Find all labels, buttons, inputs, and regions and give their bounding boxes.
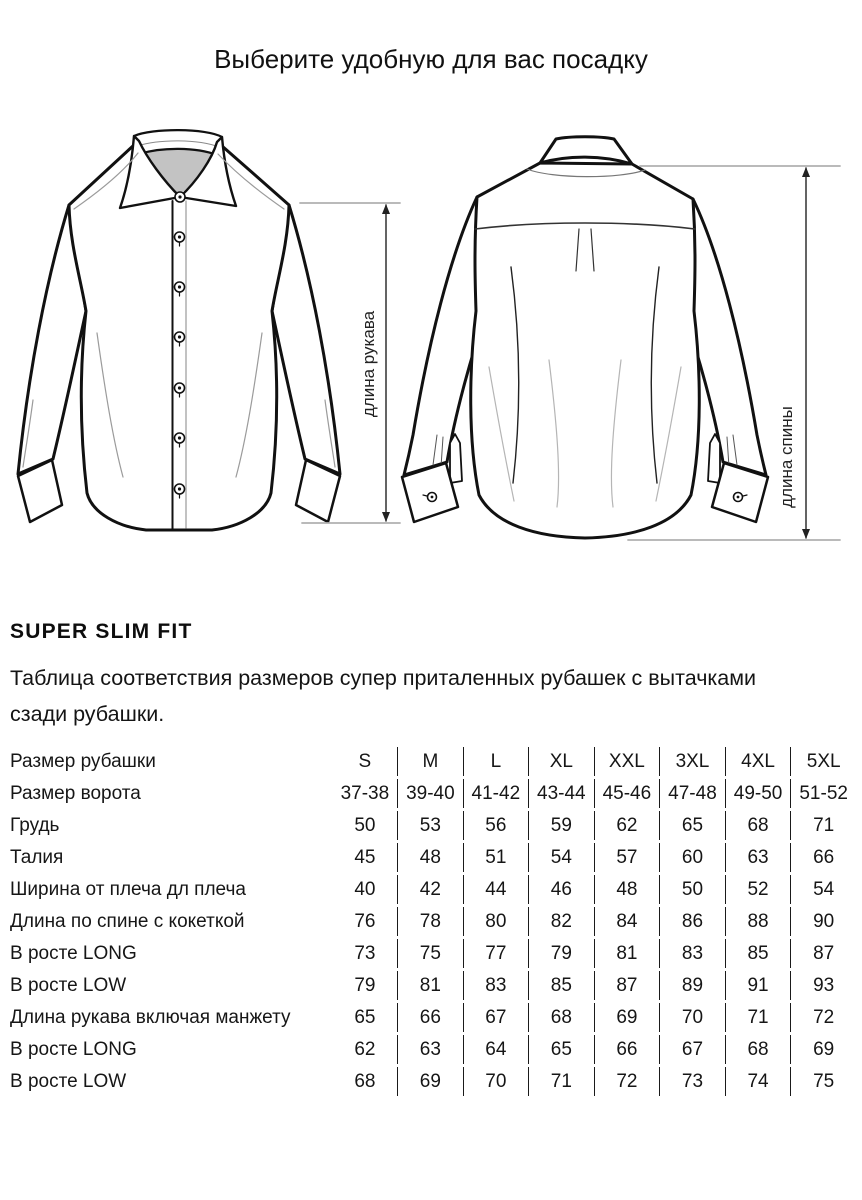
size-value-cell: 70	[659, 1003, 725, 1032]
size-value-cell: 75	[397, 939, 462, 968]
row-label: В росте LOW	[10, 1070, 127, 1092]
row-label: Ширина от плеча дл плеча	[10, 878, 246, 900]
size-table-body	[10, 747, 856, 1096]
row-label: Талия	[10, 846, 64, 868]
size-value-cell: 48	[397, 843, 462, 872]
size-value-cell: 89	[659, 971, 725, 1000]
size-value-cell: 67	[659, 1035, 725, 1064]
fit-description-line-1: Таблица соответствия размеров супер приталенных рубашек с вытачками	[10, 666, 757, 690]
size-value-cell: 49-50	[725, 779, 791, 808]
page-title: Выберите удобную для вас посадку	[214, 44, 648, 74]
size-value-cell: 52	[725, 875, 791, 904]
size-value-cell: 93	[790, 971, 856, 1000]
size-value-cell: 63	[725, 843, 791, 872]
size-value-cell: 41-42	[463, 779, 528, 808]
size-value-cell: 46	[528, 875, 593, 904]
size-value-cell: 4XL	[725, 747, 791, 776]
table-row	[10, 811, 856, 840]
size-value-cell: 87	[594, 971, 660, 1000]
table-row	[10, 1035, 856, 1064]
size-value-cell: 53	[397, 811, 462, 840]
size-value-cell: 44	[463, 875, 528, 904]
size-value-cell: 51-52	[790, 779, 856, 808]
size-value-cell: 64	[463, 1035, 528, 1064]
table-row	[10, 875, 856, 904]
size-value-cell: 71	[790, 811, 856, 840]
table-row	[10, 779, 856, 808]
size-value-cell: 83	[463, 971, 528, 1000]
size-value-cell: 68	[354, 1070, 376, 1092]
row-label: Размер рубашки	[10, 750, 156, 772]
table-row	[10, 1003, 856, 1032]
size-value-cell: 43-44	[528, 779, 593, 808]
row-label: Размер ворота	[10, 782, 141, 804]
size-value-cell: 56	[463, 811, 528, 840]
size-value-cell: 88	[725, 907, 791, 936]
row-label: Длина по спине с кокеткой	[10, 910, 245, 932]
size-value-cell: 71	[528, 1067, 593, 1096]
table-row	[10, 907, 856, 936]
size-value-cell: 3XL	[659, 747, 725, 776]
size-value-cell: 71	[725, 1003, 791, 1032]
fit-description	[10, 660, 756, 732]
table-row	[10, 843, 856, 872]
row-label: Длина рукава включая манжету	[10, 1006, 291, 1028]
size-value-cell: 60	[659, 843, 725, 872]
size-table	[10, 744, 856, 1099]
size-value-cell: 57	[594, 843, 660, 872]
size-value-cell: S	[358, 750, 372, 772]
table-row	[10, 971, 856, 1000]
size-value-cell: XL	[528, 747, 593, 776]
size-value-cell: 67	[463, 1003, 528, 1032]
size-value-cell: 74	[725, 1067, 791, 1096]
size-value-cell: 85	[725, 939, 791, 968]
size-value-cell: 68	[725, 811, 791, 840]
size-value-cell: 63	[397, 1035, 462, 1064]
size-value-cell: 81	[594, 939, 660, 968]
size-value-cell: 77	[463, 939, 528, 968]
fit-heading: SUPER SLIM FIT	[10, 620, 193, 643]
row-label: В росте LOW	[10, 974, 127, 996]
size-value-cell: 85	[528, 971, 593, 1000]
row-label: В росте LONG	[10, 942, 137, 964]
row-label: Грудь	[10, 814, 60, 836]
size-value-cell: 66	[594, 1035, 660, 1064]
size-value-cell: 72	[790, 1003, 856, 1032]
size-value-cell: 84	[594, 907, 660, 936]
size-value-cell: 62	[354, 1038, 376, 1060]
front-shirt-drawing	[18, 130, 340, 530]
size-value-cell: 79	[528, 939, 593, 968]
size-value-cell: M	[397, 747, 462, 776]
size-value-cell: 47-48	[659, 779, 725, 808]
size-value-cell: XXL	[594, 747, 660, 776]
size-value-cell: 65	[528, 1035, 593, 1064]
size-value-cell: 59	[528, 811, 593, 840]
size-value-cell: 76	[354, 910, 376, 932]
size-value-cell: 73	[659, 1067, 725, 1096]
size-value-cell: 65	[354, 1006, 376, 1028]
back-shirt-drawing	[402, 137, 768, 538]
size-value-cell: 50	[354, 814, 376, 836]
size-value-cell: 39-40	[397, 779, 462, 808]
shirt-diagram	[0, 105, 862, 585]
size-value-cell: 54	[528, 843, 593, 872]
size-value-cell: 79	[354, 974, 376, 996]
size-value-cell: 37-38	[340, 782, 390, 804]
table-row	[10, 1067, 856, 1096]
fit-description-line-2: сзади рубашки.	[10, 702, 165, 726]
size-value-cell: 86	[659, 907, 725, 936]
size-value-cell: 42	[397, 875, 462, 904]
sleeve-length-label: длина рукава	[359, 310, 378, 418]
size-value-cell: 90	[790, 907, 856, 936]
size-value-cell: 91	[725, 971, 791, 1000]
size-value-cell: 82	[528, 907, 593, 936]
back-length-label: длина спины	[777, 406, 796, 508]
size-value-cell: 66	[790, 843, 856, 872]
size-value-cell: 45-46	[594, 779, 660, 808]
size-value-cell: 5XL	[790, 747, 856, 776]
size-value-cell: 69	[397, 1067, 462, 1096]
size-value-cell: 78	[397, 907, 462, 936]
size-value-cell: 45	[354, 846, 376, 868]
size-value-cell: 70	[463, 1067, 528, 1096]
size-value-cell: 75	[790, 1067, 856, 1096]
size-value-cell: 69	[790, 1035, 856, 1064]
size-value-cell: 50	[659, 875, 725, 904]
size-value-cell: 73	[354, 942, 376, 964]
size-value-cell: 83	[659, 939, 725, 968]
size-value-cell: 69	[594, 1003, 660, 1032]
table-row	[10, 939, 856, 968]
size-value-cell: 54	[790, 875, 856, 904]
size-value-cell: 40	[354, 878, 376, 900]
size-value-cell: 81	[397, 971, 462, 1000]
size-value-cell: 65	[659, 811, 725, 840]
size-value-cell: L	[463, 747, 528, 776]
table-row	[10, 747, 856, 776]
size-value-cell: 68	[725, 1035, 791, 1064]
size-value-cell: 87	[790, 939, 856, 968]
size-value-cell: 80	[463, 907, 528, 936]
row-label: В росте LONG	[10, 1038, 137, 1060]
size-value-cell: 68	[528, 1003, 593, 1032]
size-value-cell: 72	[594, 1067, 660, 1096]
size-value-cell: 48	[594, 875, 660, 904]
size-value-cell: 62	[594, 811, 660, 840]
size-value-cell: 51	[463, 843, 528, 872]
size-value-cell: 66	[397, 1003, 462, 1032]
